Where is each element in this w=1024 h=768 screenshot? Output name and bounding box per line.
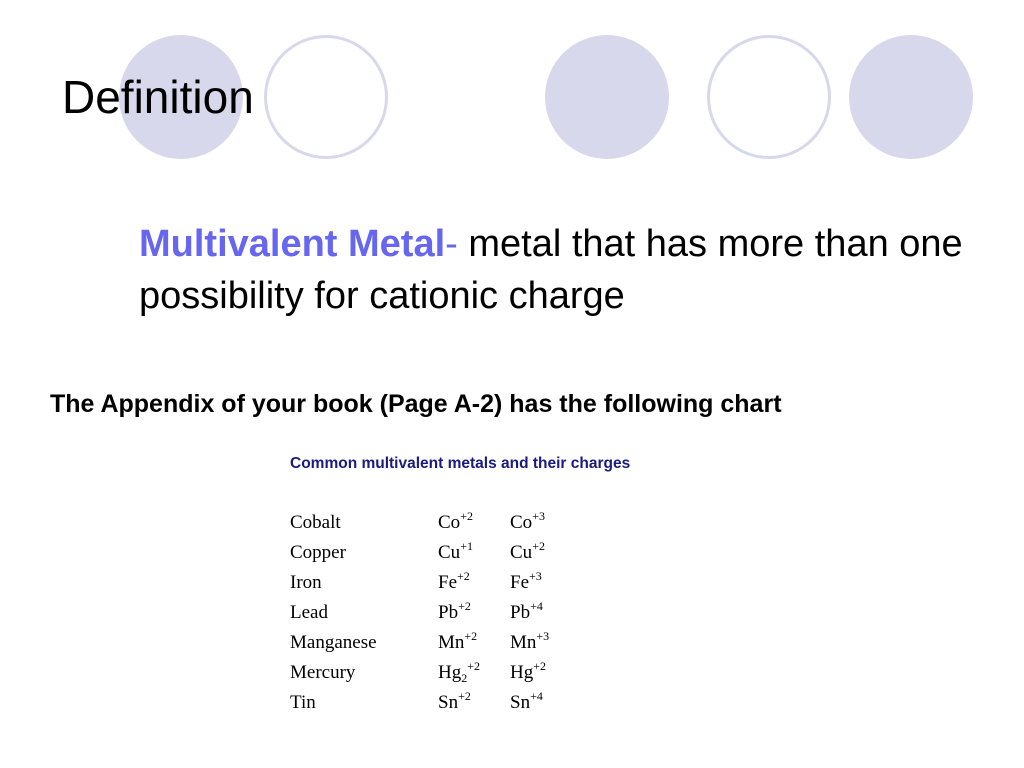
ion-first: $Sn^{+2}$ xyxy=(438,689,471,713)
metal-name: Cobalt xyxy=(290,512,341,533)
chart-row xyxy=(290,628,630,658)
metal-name: Iron xyxy=(290,572,322,593)
decorative-circle-outline xyxy=(264,35,388,159)
ion-charge: +2 xyxy=(460,509,473,523)
chart-row xyxy=(290,598,630,628)
ion-charge: +1 xyxy=(460,539,473,553)
ion-charge: +3 xyxy=(532,509,545,523)
metal-name: Mercury xyxy=(290,662,356,683)
ion-charge: +2 xyxy=(464,629,478,643)
ion-second: $Mn^{+3}$ xyxy=(510,629,550,653)
ion-first: $Mn^{+2}$ xyxy=(438,629,478,653)
chart-row xyxy=(290,658,630,688)
metal-name: Copper xyxy=(290,542,346,563)
decorative-circle-filled xyxy=(545,35,669,159)
appendix-note: The Appendix of your book (Page A-2) has the following chart xyxy=(50,390,782,418)
ion-charge: +2 xyxy=(458,599,471,613)
definition-body: metal that has more than one possibility for cationic charge xyxy=(139,223,963,317)
chart-row xyxy=(290,538,630,568)
slide-title: Definition xyxy=(62,71,254,123)
ion-charge: +3 xyxy=(529,569,542,583)
metal-name: Lead xyxy=(290,602,328,623)
ion-second: $Fe^{+3}$ xyxy=(510,569,542,593)
ion-charge: +4 xyxy=(530,599,543,613)
ion-second: $Pb^{+4}$ xyxy=(510,599,543,623)
chart-row xyxy=(290,688,630,718)
decorative-circle-filled xyxy=(849,35,973,159)
charges-chart xyxy=(290,452,630,718)
ion-subscript: 2 xyxy=(461,671,468,685)
ion-second: $Co^{+3}$ xyxy=(510,509,545,533)
ion-first: $Cu^{+1}$ xyxy=(438,539,473,563)
definition-term: Multivalent Metal xyxy=(139,223,446,265)
ion-first: $Pb^{+2}$ xyxy=(438,599,471,623)
ion-charge: +2 xyxy=(457,569,470,583)
ion-second: $Cu^{+2}$ xyxy=(510,539,545,563)
chart-rows xyxy=(290,508,630,718)
chart-title: Common multivalent metals and their charges xyxy=(290,455,631,472)
decorative-circle-outline xyxy=(707,35,831,159)
ion-charge: +4 xyxy=(530,689,543,703)
ion-first: $Hg_2^{+2}$ xyxy=(438,659,481,685)
ion-charge: +2 xyxy=(458,689,471,703)
ion-second: $Sn^{+4}$ xyxy=(510,689,543,713)
metal-name: Manganese xyxy=(290,632,377,653)
ion-first: $Co^{+2}$ xyxy=(438,509,473,533)
definition-dash: - xyxy=(445,223,458,265)
definition-text xyxy=(139,218,989,322)
ion-charge: +2 xyxy=(532,539,545,553)
chart-row xyxy=(290,508,630,538)
ion-charge: +3 xyxy=(536,629,550,643)
ion-charge: +2 xyxy=(533,659,547,673)
chart-row xyxy=(290,568,630,598)
ion-charge: +2 xyxy=(467,659,481,673)
metal-name: Tin xyxy=(290,692,316,713)
ion-second: $Hg^{+2}$ xyxy=(510,659,547,683)
ion-first: $Fe^{+2}$ xyxy=(438,569,470,593)
